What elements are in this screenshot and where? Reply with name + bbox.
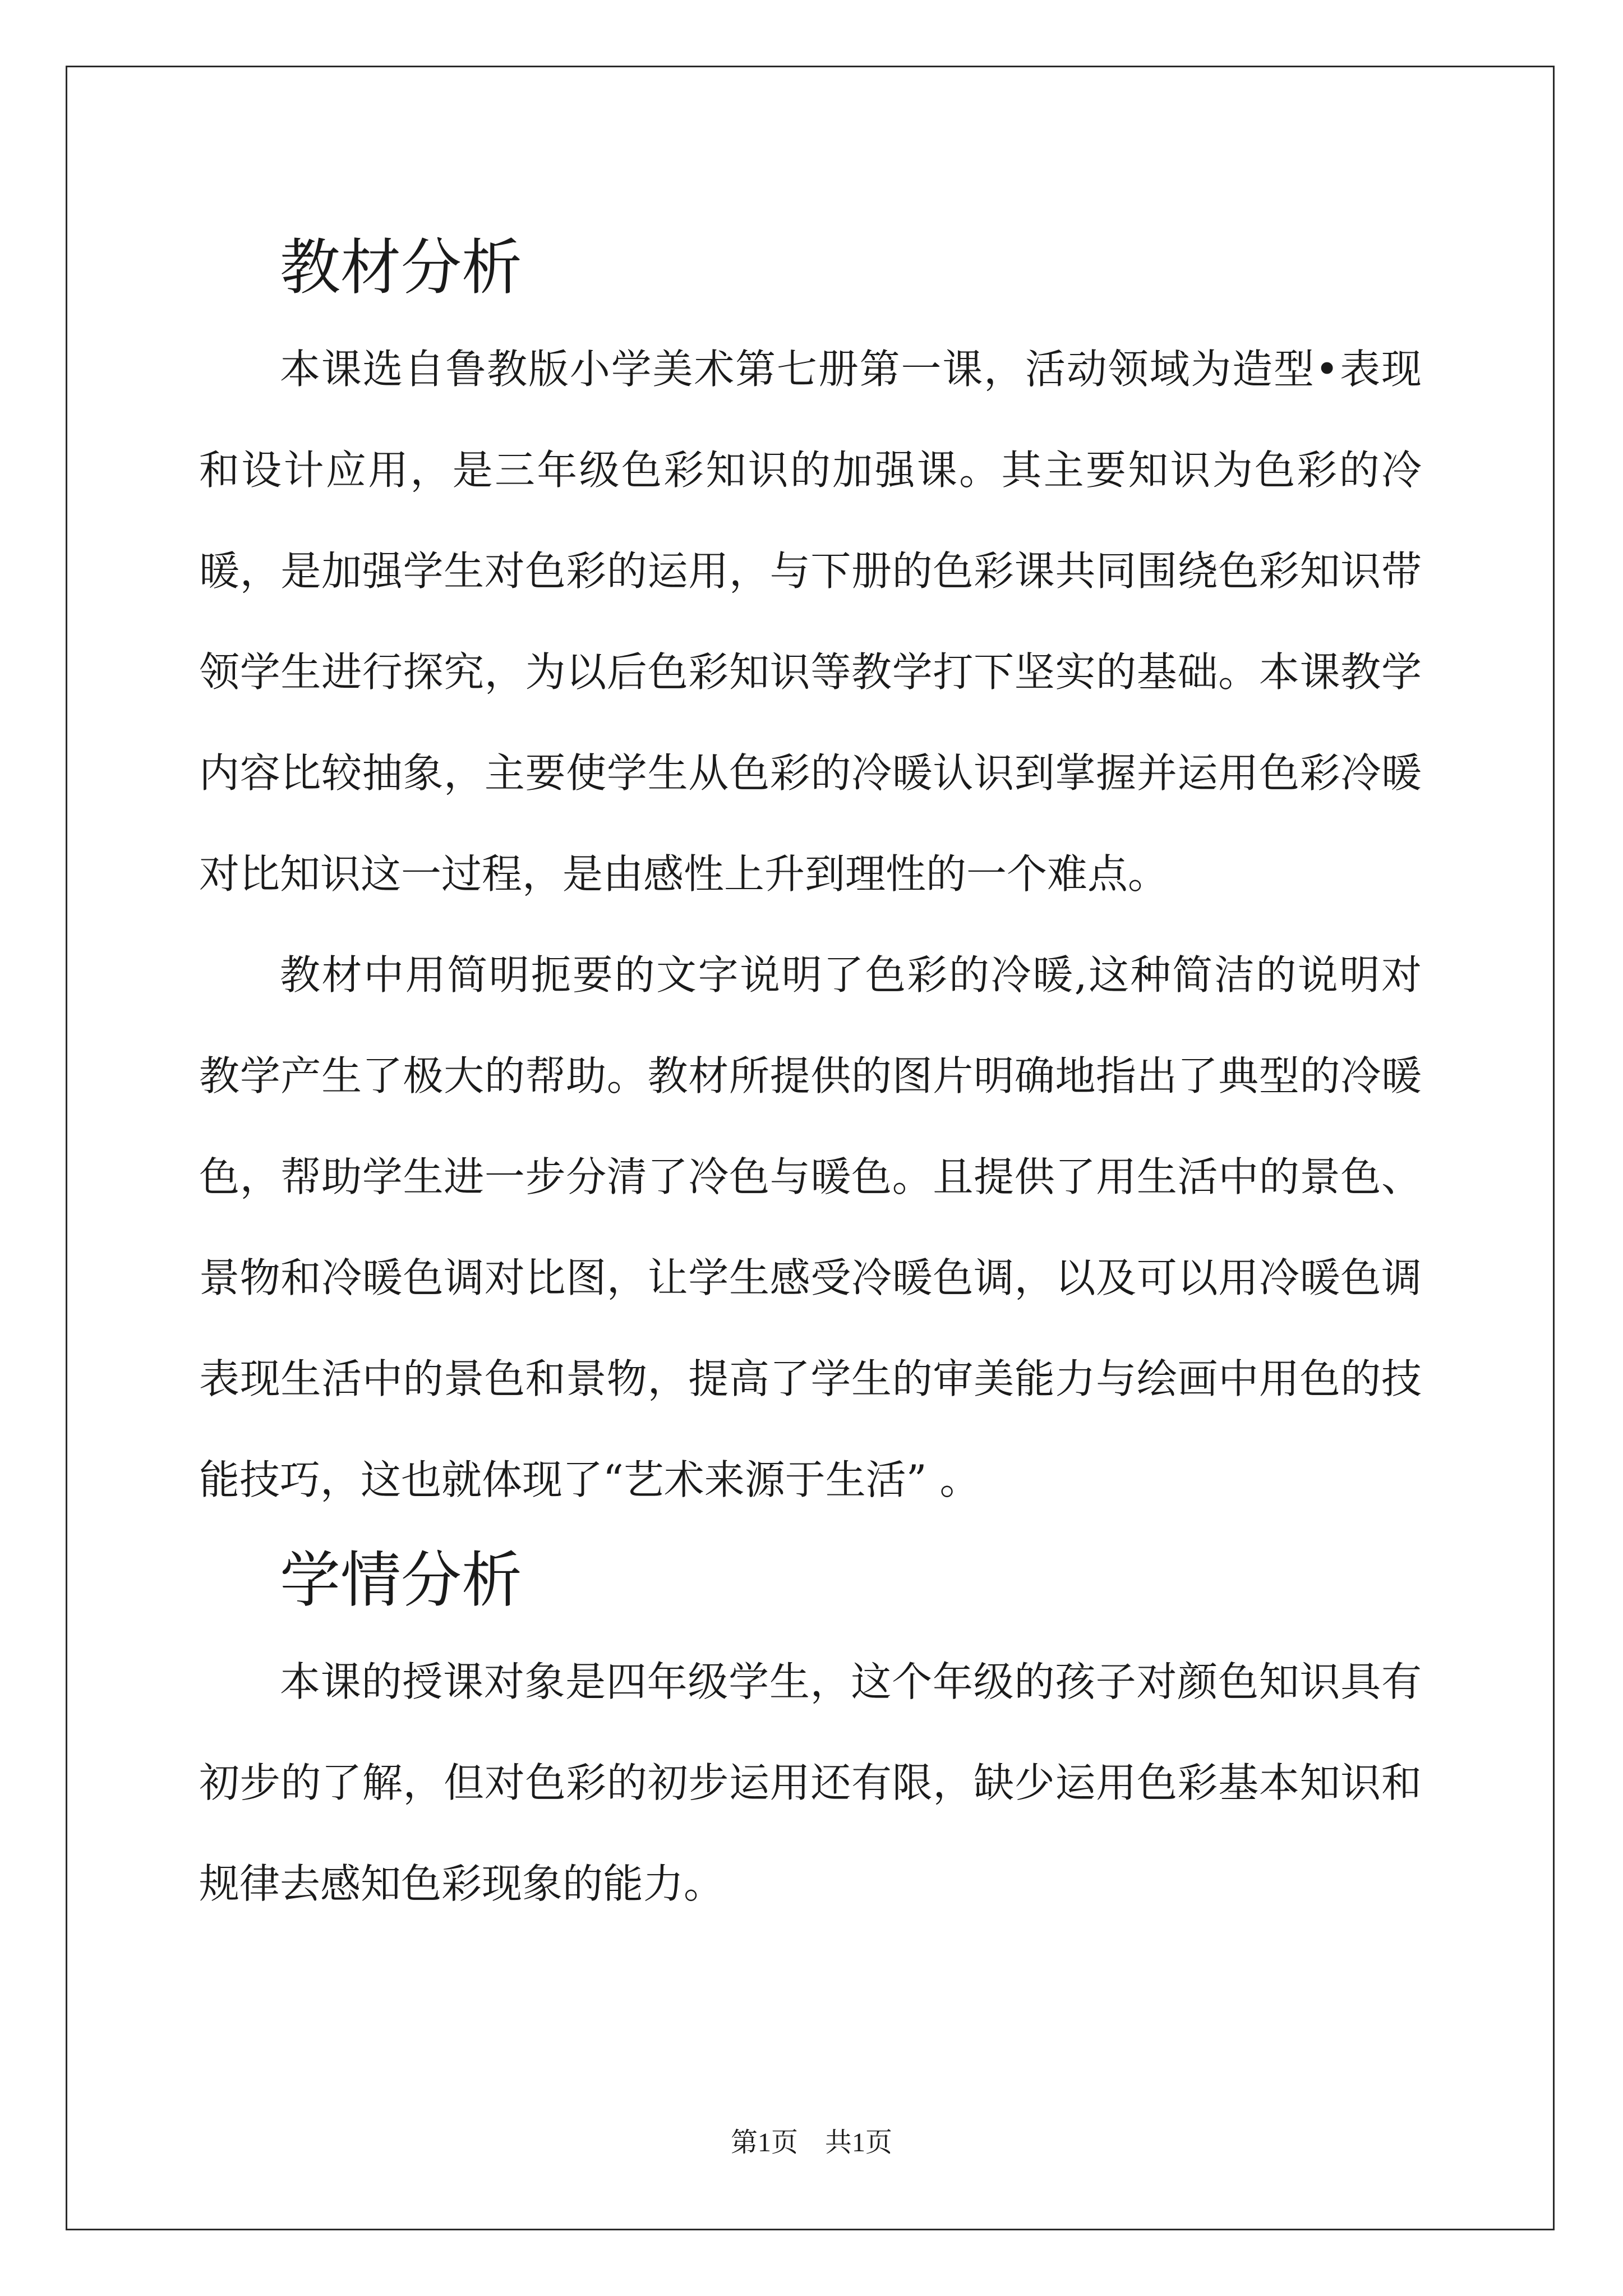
paragraph: 教材中用简明扼要的文字说明了色彩的冷暖,这种简洁的说明对教学产生了极大的帮助。教材所提供的图片明确地指出了典型的冷暖色，帮助学生进一步分清了冷色与暖色。且提供了用生活中的景色、景物和冷暖色调对比图，让学生感受冷暖色调，以及可以用冷暖色调表现生活中的景色和景物，提高了学生的审美能力与绘画中用色的技能技巧，这也就体现了“艺术来源于生活” 。 <box>199 951 1422 1503</box>
document-body <box>199 218 1422 1934</box>
section-heading-textbook-analysis: 教材分析 <box>280 233 523 303</box>
paragraph: 本课的授课对象是四年级学生，这个年级的孩子对颜色知识具有初步的了解，但对色彩的初步运用还有限，缺少运用色彩基本知识和规律去感知色彩现象的能力。 <box>199 1658 1422 1907</box>
paragraph: 本课选自鲁教版小学美术第七册第一课，活动领域为造型•表现和设计应用，是三年级色彩知识的加强课。其主要知识为色彩的冷暖，是加强学生对色彩的运用，与下册的色彩课共同围绕色彩知识带领学生进行探究，为以后色彩知识等教学打下坚实的基础。本课教学内容比较抽象，主要使学生从色彩的冷暖认识到掌握并运用色彩冷暖对比知识这一过程，是由感性上升到理性的一个难点。 <box>199 346 1422 898</box>
section-heading-learner-analysis: 学情分析 <box>280 1545 523 1616</box>
page-number-footer: 第1页 共1页 <box>730 2128 892 2157</box>
